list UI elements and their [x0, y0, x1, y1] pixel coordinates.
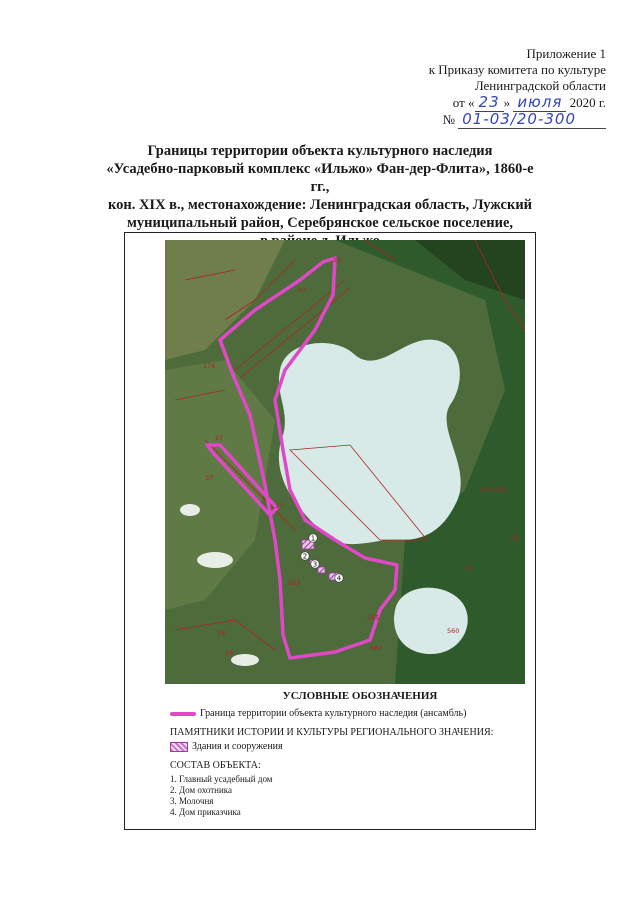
title-line-3: кон. XIX в., местонахождение: Ленинградская область, Лужский	[107, 197, 533, 213]
boundary-line-symbol	[170, 712, 196, 716]
object-marker-number: 1	[310, 534, 316, 543]
parcel-label: 075:001	[480, 486, 508, 494]
appendix-label: Приложение 1	[526, 46, 606, 61]
legend-boundary	[170, 708, 530, 719]
legend-buildings-text: Здания и сооружения	[192, 741, 283, 752]
parcel-label: 37	[205, 474, 214, 482]
snow-patch	[197, 552, 233, 568]
legend-monuments-heading: ПАМЯТНИКИ ИСТОРИИ И КУЛЬТУРЫ РЕГИОНАЛЬНОГО ЗНАЧЕНИЯ:	[170, 727, 494, 738]
parcel-label: 365	[367, 614, 380, 622]
object-marker-number: 2	[302, 552, 308, 561]
parcel-label: 27	[215, 434, 224, 442]
composition-item: 4. Дом приказчика	[170, 807, 241, 817]
small-lake	[394, 588, 468, 654]
composition-item: 1. Главный усадебный дом	[170, 774, 273, 784]
object-marker-number: 3	[312, 560, 318, 569]
hatch-symbol	[170, 742, 188, 752]
date-month: июля	[513, 93, 566, 112]
date-year: 2020 г.	[569, 95, 606, 110]
number-value: 01-03/20-300	[458, 110, 606, 129]
building-dairy	[318, 567, 325, 573]
region-line: Ленинградской области	[474, 78, 606, 93]
number-line	[429, 111, 606, 128]
legend-composition-heading: СОСТАВ ОБЪЕКТА:	[170, 760, 261, 771]
parcel-label: 682	[370, 644, 383, 652]
main-lake	[279, 340, 461, 545]
legend-buildings	[170, 741, 530, 752]
composition-item: 3. Молочня	[170, 796, 214, 806]
snow-patch	[180, 504, 200, 516]
appendix-header	[429, 46, 606, 128]
legend-title: УСЛОВНЫЕ ОБОЗНАЧЕНИЯ	[282, 690, 438, 702]
legend-boundary-text: Граница территории объекта культурного наследия (ансамбль)	[200, 708, 467, 719]
date-line	[429, 94, 606, 111]
parcel-label: 176	[203, 362, 216, 370]
parcel-label: 23	[510, 534, 519, 542]
title-line-4: муниципальный район, Серебрянское сельское поселение,	[126, 215, 514, 231]
parcel-label: 653	[288, 579, 301, 587]
date-mid: »	[503, 95, 511, 110]
parcel-label: 21	[465, 564, 474, 572]
parcel-label: 17	[275, 502, 284, 510]
date-prefix: от «	[452, 95, 475, 110]
satellite-map	[165, 240, 525, 684]
object-marker-number: 4	[336, 574, 342, 583]
snow-patch	[231, 654, 259, 666]
parcel-label: 10	[297, 286, 306, 294]
number-prefix: №	[442, 112, 455, 127]
parcel-label: 560	[447, 627, 460, 635]
map-legend	[170, 690, 530, 818]
date-day: 23	[475, 93, 504, 112]
title-line-1: Границы территории объекта культурного наследия	[147, 143, 493, 159]
composition-item: 2. Дом охотника	[170, 785, 233, 795]
parcel-label: 16	[225, 649, 234, 657]
parcel-label: 18	[217, 629, 226, 637]
order-line: к Приказу комитета по культуре	[428, 62, 606, 77]
title-line-2: «Усадебно-парковый комплекс «Ильжо» Фан-дер-Флита», 1860-е гг.,	[106, 161, 534, 195]
parcel-label: 22	[333, 256, 342, 264]
composition-list	[170, 774, 530, 818]
